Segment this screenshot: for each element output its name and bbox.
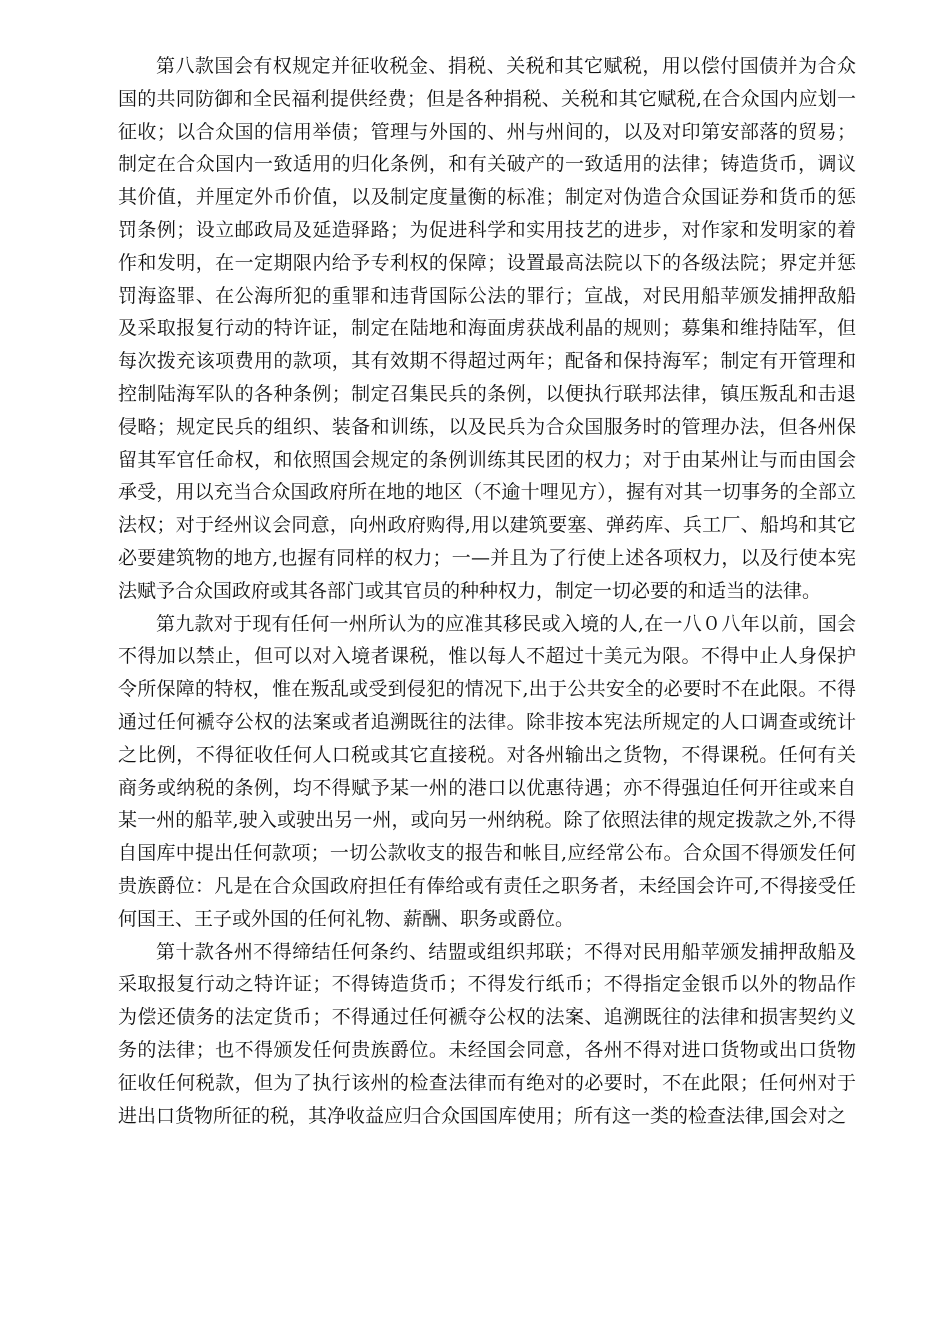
- article-10-paragraph: 第十款各州不得缔结任何条约、结盟或组织邦联；不得对民用船苹颁发捕押敌船及采取报复行动之特许证；不得铸造货币；不得发行纸币；不得指定金银币以外的物品作为偿还债务的法定货币；不得通过任何褫夺公权的法案、追溯既往的法律和损害契约义务的法律；也不得颁发任何贵族爵位。未经国会同意，各州不得对进口货物或出口货物征收任何税款，但为了执行该州的检查法律而有绝对的必要时，不在此限；任何州对于进出口货物所征的税，其净收益应归合众国国库使用；所有这一类的检查法律,国会对之: [118, 940, 856, 1127]
- article-9-paragraph: 第九款对于现有任何一州所认为的应准其移民或入境的人,在一八０八年以前，国会不得加以禁止，但可以对入境者课税，惟以每人不超过十美元为限。不得中止人身保护令所保障的特权，惟在叛乱或受到侵犯的情况下,出于公共安全的必要时不在此限。不得通过任何褫夺公权的法案或者追溯既往的法律。除非按本宪法所规定的人口调查或统计之比例，不得征收任何人口税或其它直接税。对各州输出之货物，不得课税。任何有关商务或纳税的条例，均不得赋予某一州的港口以优惠待遇；亦不得强迫任何开往或来自某一州的船苹,驶入或驶出另一州，或向另一州纳税。除了依照法律的规定拨款之外,不得自国库中提出任何款项；一切公款收支的报告和帐目,应经常公布。合众国不得颁发任何贵族爵位：凡是在合众国政府担任有俸给或有责任之职务者，未经国会许可,不得接受任何国王、王子或外国的任何礼物、薪酬、职务或爵位。: [118, 612, 856, 930]
- article-8-paragraph: 第八款国会有权规定并征收税金、捐税、关税和其它赋税，用以偿付国债并为合众国的共同防御和全民福利提供经费；但是各种捐税、关税和其它赋税,在合众国内应划一征收；以合众国的信用举债；管理与外国的、州与州间的，以及对印第安部落的贸易；制定在合众国内一致适用的归化条例，和有关破产的一致适用的法律；铸造货币，调议其价值，并厘定外币价值，以及制定度量衡的标准；制定对伪造合众国证券和货币的惩罚条例；设立邮政局及延造驿路；为促进科学和实用技艺的进步，对作家和发明家的着作和发明，在一定期限内给予专利权的保障；设置最高法院以下的各级法院；界定并惩罚海盗罪、在公海所犯的重罪和违背国际公法的罪行；宣战，对民用船苹颁发捕押敌船及采取报复行动的特许证，制定在陆地和海面虏获战利晶的规则；募集和维持陆军，但每次拨充该项费用的款项，其有效期不得超过两年；配备和保持海军；制定有开管理和控制陆海军队的各种条例；制定召集民兵的条例，以便执行联邦法律，镇压叛乱和击退侵略；规定民兵的组织、装备和训练，以及民兵为合众国服务时的管理办法，但各州保留其军官任命权，和依照国会规定的条例训练其民团的权力；对于由某州让与而由国会承受，用以充当合众国政府所在地的地区（不逾十哩见方），握有对其一切事务的全部立法权；对于经州议会同意，向州政府购得,用以建筑要塞、弹药库、兵工厂、船坞和其它必要建筑物的地方,也握有同样的权力；一—并且为了行使上述各项权力，以及行使本宪法赋予合众国政府或其各部门或其官员的种种权力，制定一切必要的和适当的法律。: [118, 55, 856, 602]
- document-body: [118, 50, 856, 1132]
